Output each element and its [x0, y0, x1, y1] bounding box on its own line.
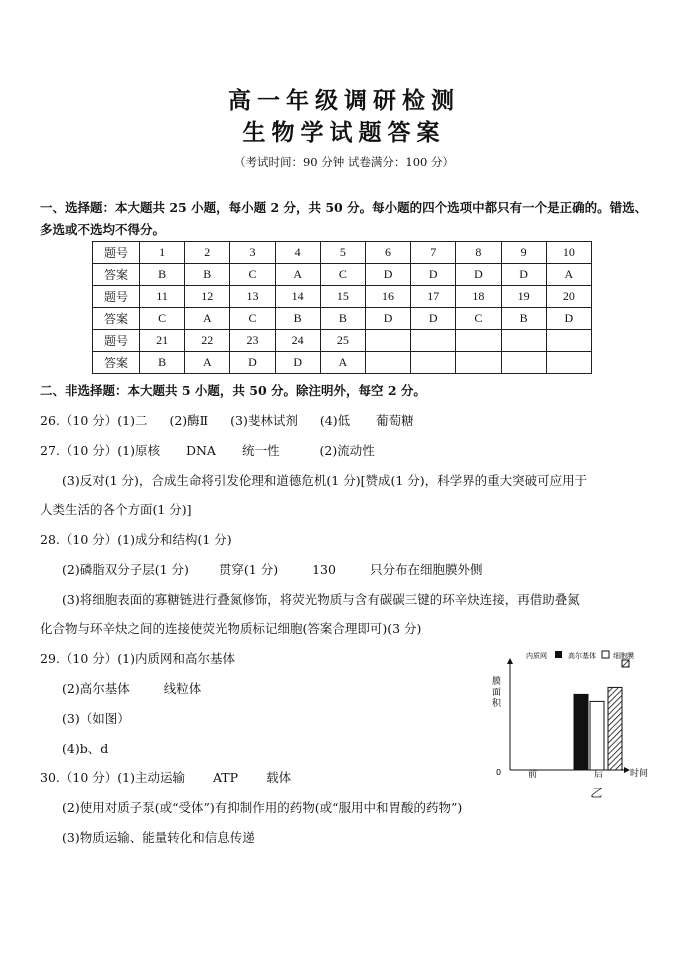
q29-line3: (3)（如图）	[62, 711, 130, 726]
table-row	[93, 242, 592, 264]
table-cell: D	[411, 264, 456, 286]
table-cell: B	[140, 264, 185, 286]
page-title-line1: 高一年级调研检测	[228, 87, 460, 114]
x-axis-label: 时间	[630, 769, 649, 778]
table-cell	[365, 330, 410, 352]
table-cell: 3	[230, 242, 275, 264]
table-cell: 2	[185, 242, 230, 264]
table-cell	[456, 352, 501, 374]
table-cell: D	[456, 264, 501, 286]
exam-info: （考试时间：90 分钟 试卷满分：100 分）	[233, 155, 455, 169]
q30-part3: 载体	[266, 770, 292, 785]
legend-label-golgi: 高尔基体	[568, 652, 596, 660]
table-cell	[546, 330, 591, 352]
table-cell: C	[230, 308, 275, 330]
table-cell	[501, 330, 546, 352]
q26-part5: 葡萄糖	[376, 413, 414, 428]
table-cell	[365, 352, 410, 374]
table-cell: B	[320, 308, 365, 330]
table-cell: 4	[275, 242, 320, 264]
table-row	[93, 308, 592, 330]
q28-line2	[62, 560, 482, 580]
table-cell: A	[185, 308, 230, 330]
q30-part2: ATP	[212, 770, 239, 785]
legend-swatch-membrane	[622, 660, 629, 667]
table-cell: 9	[501, 242, 546, 264]
table-cell: 25	[320, 330, 365, 352]
q27-line3: 人类生活的各个方面(1 分)]	[40, 502, 192, 517]
table-cell: 1	[140, 242, 185, 264]
q29-part1: (2)高尔基体	[62, 681, 130, 696]
chart-caption: 乙	[590, 786, 603, 800]
table-cell: C	[230, 264, 275, 286]
table-cell	[411, 352, 456, 374]
table-cell: B	[140, 352, 185, 374]
table-cell: 22	[185, 330, 230, 352]
table-cell: D	[365, 264, 410, 286]
q27-part3: 统一性	[241, 443, 280, 458]
table-cell: D	[275, 352, 320, 374]
table-row-label: 答案	[93, 264, 140, 286]
table-cell: D	[230, 352, 275, 374]
table-cell: C	[456, 308, 501, 330]
q26-part4: (4)低	[319, 413, 351, 428]
q30-line1	[40, 768, 291, 788]
table-cell: C	[320, 264, 365, 286]
table-cell: D	[365, 308, 410, 330]
table-cell: 19	[501, 286, 546, 308]
legend-swatch-golgi	[602, 651, 609, 658]
origin-label: 0	[496, 768, 502, 777]
table-row-label: 答案	[93, 308, 140, 330]
table-cell	[546, 352, 591, 374]
bar-membrane	[608, 687, 622, 770]
legend-label-er: 内质网	[526, 652, 547, 660]
table-cell: A	[185, 352, 230, 374]
y-axis-label: 膜面积	[492, 677, 502, 709]
table-cell: B	[501, 308, 546, 330]
q30-line3: (3)物质运输、能量转化和信息传递	[62, 830, 255, 845]
table-row-label: 题号	[93, 286, 140, 308]
table-cell: 24	[275, 330, 320, 352]
q29-part2: 线粒体	[163, 681, 202, 696]
page-title-line2: 生物学试题答案	[242, 119, 446, 146]
q28-line4: 化合物与环辛炔之间的连接使荧光物质标记细胞(答案合理即可)(3 分)	[40, 621, 422, 636]
table-cell: D	[501, 264, 546, 286]
table-row	[93, 330, 592, 352]
q30-part1: 30.（10 分）(1)主动运输	[40, 770, 185, 785]
table-cell	[411, 330, 456, 352]
q27-part2: DNA	[185, 443, 216, 458]
y-axis-arrow	[507, 658, 513, 664]
legend-swatch-er	[555, 651, 562, 658]
q27-line2: (3)反对(1 分)，合成生命将引发伦理和道德危机(1 分)[赞成(1 分)，科学界的重大突破可应用于	[62, 473, 588, 488]
table-row-label: 答案	[93, 352, 140, 374]
q26-part1: 26.（10 分）(1)二	[40, 413, 148, 428]
table-cell: 14	[275, 286, 320, 308]
q28-part1: (2)磷脂双分子层(1 分)	[62, 562, 189, 577]
table-cell	[501, 352, 546, 374]
table-cell: C	[140, 308, 185, 330]
membrane-area-chart	[482, 648, 650, 778]
q30-line2: (2)使用对质子泵(或“受体”)有抑制作用的药物(或“服用中和胃酸的药物”)	[62, 800, 463, 815]
table-cell: 12	[185, 286, 230, 308]
table-row-label: 题号	[93, 330, 140, 352]
q26-part2: (2)酶Ⅱ	[169, 413, 209, 428]
table-cell: 18	[456, 286, 501, 308]
table-cell: 17	[411, 286, 456, 308]
table-cell: D	[411, 308, 456, 330]
q28-line1: 28.（10 分）(1)成分和结构(1 分)	[40, 532, 232, 547]
x-label-before: 前	[528, 770, 538, 778]
table-cell: 11	[140, 286, 185, 308]
table-cell: 16	[365, 286, 410, 308]
table-cell: 10	[546, 242, 591, 264]
table-cell: B	[275, 308, 320, 330]
q27-part4: (2)流动性	[319, 443, 375, 458]
q27-answer	[40, 441, 375, 461]
table-row	[93, 264, 592, 286]
q28-part3: 130	[312, 562, 336, 577]
table-cell: A	[275, 264, 320, 286]
answer-table	[92, 241, 592, 374]
q28-line3: (3)将细胞表面的寡糖链进行叠氮修饰，将荧光物质与含有碳碳三键的环辛炔连接，再借助叠氮	[62, 592, 580, 607]
table-row	[93, 286, 592, 308]
table-cell: 5	[320, 242, 365, 264]
table-cell: 15	[320, 286, 365, 308]
table-cell: 20	[546, 286, 591, 308]
table-cell: B	[185, 264, 230, 286]
table-row	[93, 352, 592, 374]
legend-label-membrane: 细胞膜	[613, 652, 634, 660]
bar-golgi	[590, 701, 604, 770]
table-cell: 8	[456, 242, 501, 264]
table-cell: 23	[230, 330, 275, 352]
q29-line2	[62, 679, 201, 699]
section1-heading: 一、选择题：本大题共 25 小题，每小题 2 分，共 50 分。每小题的四个选项中都只有一个是正确的。错选、多选或不选均不得分。	[40, 200, 648, 237]
table-cell: 13	[230, 286, 275, 308]
table-cell: 21	[140, 330, 185, 352]
q28-part4: 只分布在细胞膜外侧	[369, 562, 483, 577]
q26-answer	[40, 411, 414, 431]
table-cell: 7	[411, 242, 456, 264]
x-label-after: 后	[594, 770, 604, 778]
section2-heading: 二、非选择题：本大题共 5 小题，共 50 分。除注明外，每空 2 分。	[40, 383, 426, 398]
table-row-label: 题号	[93, 242, 140, 264]
table-cell: A	[320, 352, 365, 374]
q26-part3: (3)斐林试剂	[230, 413, 298, 428]
q29-line4: (4)b、d	[62, 741, 109, 756]
table-cell: 6	[365, 242, 410, 264]
q29-line1: 29.（10 分）(1)内质网和高尔基体	[40, 651, 235, 666]
q28-part2: 贯穿(1 分)	[218, 562, 279, 577]
bar-er	[574, 694, 588, 770]
table-cell	[456, 330, 501, 352]
table-cell: A	[546, 264, 591, 286]
q27-part1: 27.（10 分）(1)原核	[40, 443, 160, 458]
table-cell: D	[546, 308, 591, 330]
